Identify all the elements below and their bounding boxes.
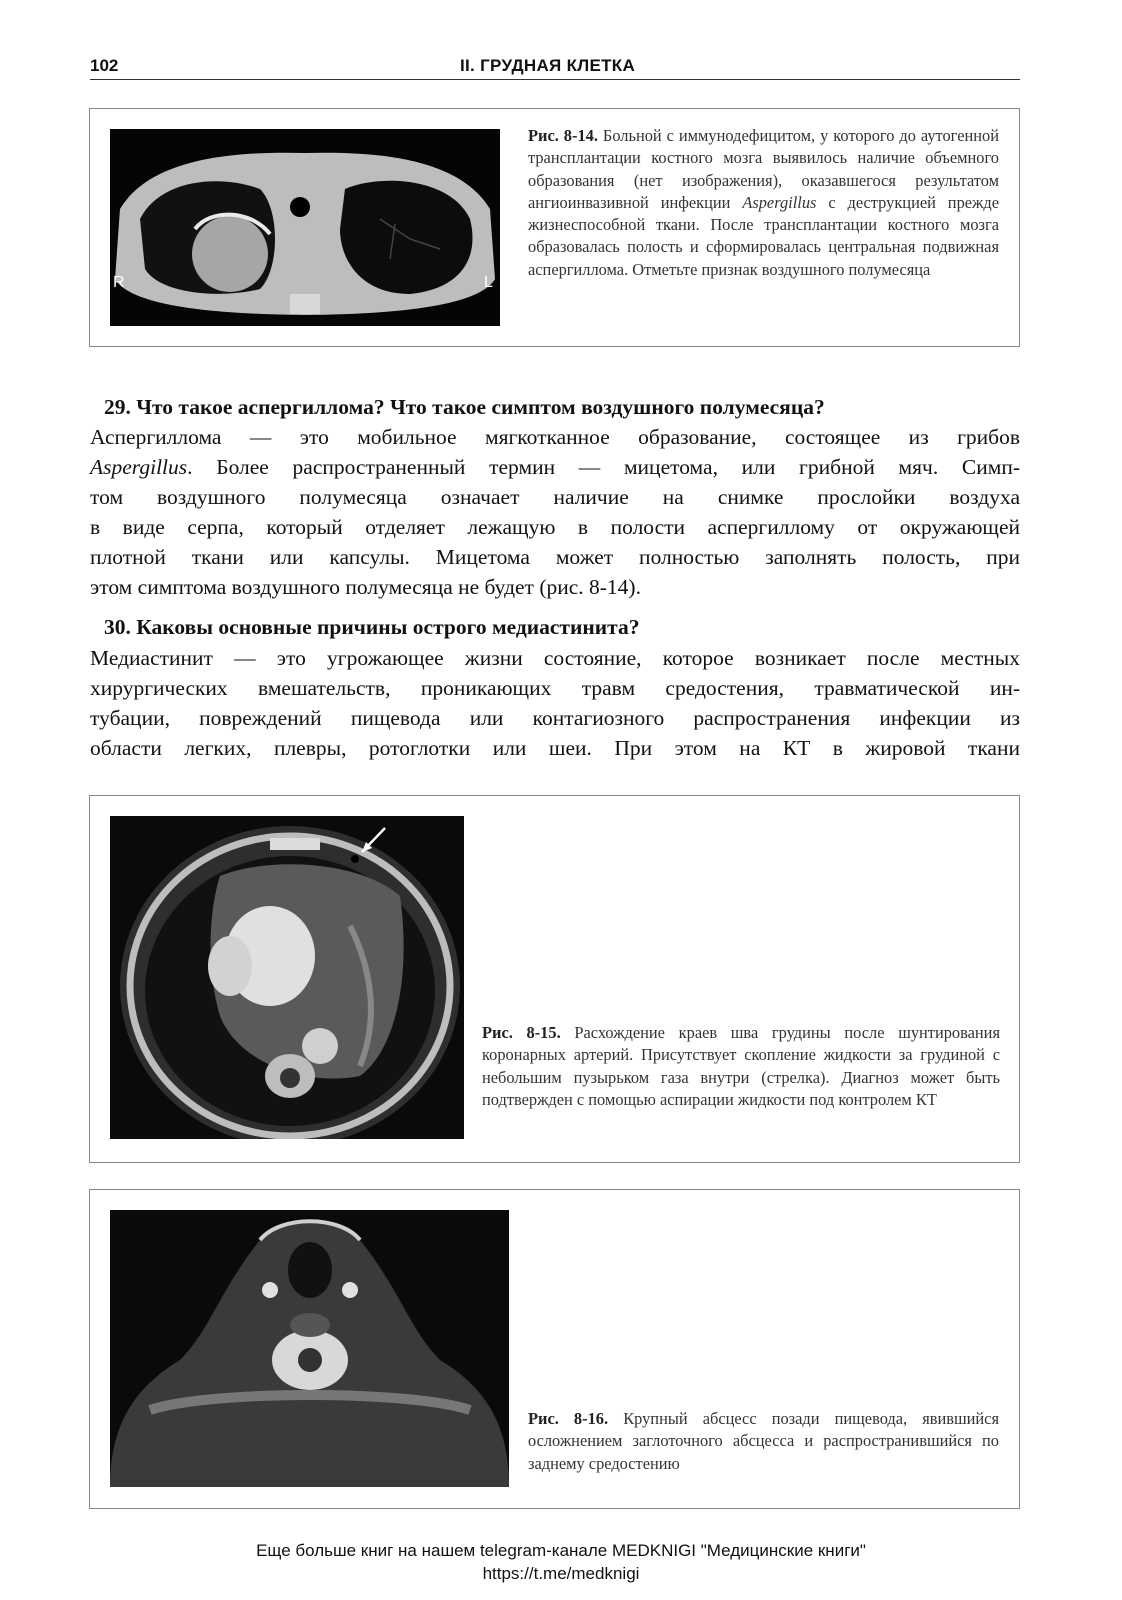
figure-label: Рис. 8-14. (528, 126, 598, 145)
text-line: хирургических вмешательств, проникающих травм средостения, травматической ин- (90, 676, 1020, 700)
text-line: в виде серпа, который отделяет лежащую в полости аспергиллому от окружающей (90, 515, 1020, 539)
text-line: этом симптома воздушного полумесяца не будет (рис. 8-14). (90, 575, 641, 599)
figure-8-15 (89, 795, 1020, 1163)
page-number: 102 (90, 56, 119, 75)
figure-8-16 (89, 1189, 1020, 1509)
genus-name: Aspergillus (742, 192, 817, 212)
figure-8-14 (89, 108, 1020, 347)
figure-caption-text: Крупный абсцесс позади пищевода, явившийся осложнением заглоточного абсцесса и распространившийся по заднему средостению (528, 1409, 999, 1473)
running-head: II. ГРУДНАЯ КЛЕТКА (460, 56, 636, 75)
answer-30-paragraph (90, 643, 1020, 763)
scan-marker-r: R (113, 274, 125, 291)
text-line: плотной ткани или капсулы. Мицетома может полностью заполнять полость, при (90, 545, 1020, 569)
question-30-heading: 30. Каковы основные причины острого медиастинита? (104, 615, 640, 639)
figure-label: Рис. 8-16. (528, 1409, 609, 1428)
ct-scan-neck-image (110, 1210, 509, 1487)
text-line: тубации, повреждений пищевода или контагиозного распространения инфекции из (90, 706, 1020, 730)
figure-caption-text: Расхождение краев шва грудины после шунтирования коронарных артерий. Присутствует скопление жидкости за грудиной с небольшим пузырьком газа внутри (стрелка). Диагноз может быть подтвержден с помощью аспирации жидкости под контролем КТ (482, 1023, 1000, 1109)
text-line: области легких, плевры, ротоглотки или шеи. При этом на КТ в жировой ткани (90, 736, 1020, 760)
figure-caption (482, 1022, 1000, 1111)
text-line: Аспергиллома — это мобильное мягкотканное образование, состоящее из грибов (90, 425, 1020, 449)
scan-marker-l: L (484, 274, 493, 291)
answer-29-paragraph (90, 422, 1020, 602)
genus-name: Aspergillus (90, 455, 188, 479)
question-29-heading: 29. Что такое аспергиллома? Что такое симптом воздушного полумесяца? (104, 395, 825, 419)
footer-promo-text: Еще больше книг на нашем telegram-канале MEDKNIGI "Медицинские книги" (256, 1541, 866, 1560)
footer-link[interactable]: https://t.me/medknigi (482, 1564, 640, 1583)
header-rule (90, 79, 1020, 80)
figure-caption (528, 125, 999, 281)
figure-label: Рис. 8-15. (482, 1023, 561, 1042)
ct-scan-chest-image (110, 129, 500, 326)
text-line: том воздушного полумесяца означает наличие на снимке прослойки воздуха (90, 485, 1020, 509)
figure-caption (528, 1408, 999, 1475)
ct-scan-mediastinum-image (110, 816, 464, 1139)
text-line: Aspergillus. Более распространенный термин — мицетома, или грибной мяч. Симп- (90, 455, 1020, 479)
text-line: Медиастинит — это угрожающее жизни состояние, которое возникает после местных (90, 646, 1020, 670)
figure-caption-text: Больной с иммунодефицитом, у которого до аутогенной трансплантации костного мозга выявилось наличие объемного образования (нет изображения), оказавшегося результатом ангиоинвазивной инфекции Aspergillus с деструкцией прежде жизнеспособной ткани. После трансплантации костного мозга образовалась полость и сформировалась центральная подвижная аспергиллома. Отметьте признак воздушного полумесяца (528, 126, 999, 279)
